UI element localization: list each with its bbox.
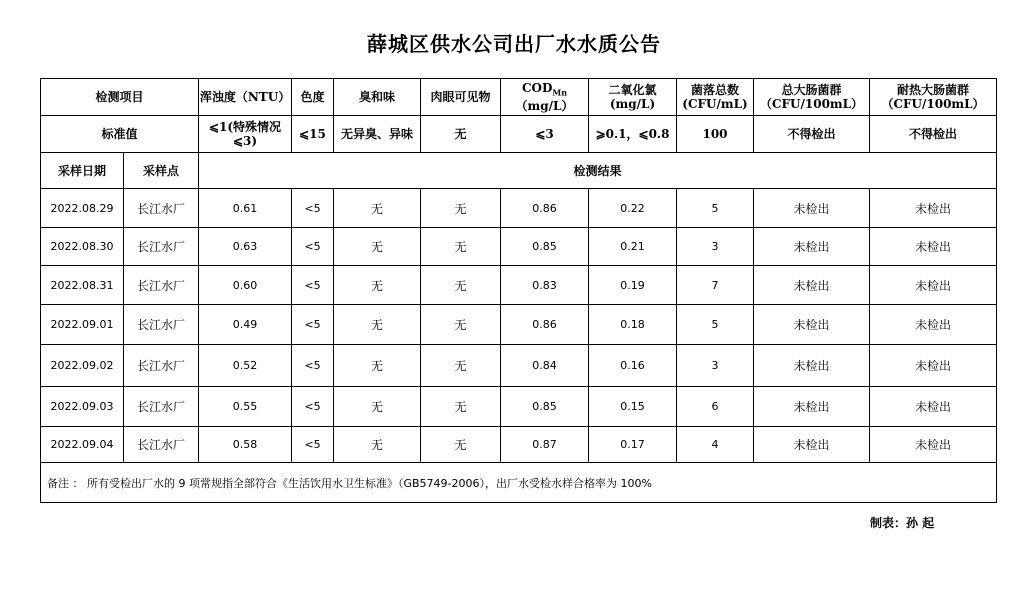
row-cod: 0.84 [501,345,589,387]
header-coliform-unit: （CFU/100mL） [759,97,864,111]
header-cod [501,79,589,116]
row-turbidity: 0.63 [199,228,292,266]
header-row [41,79,997,116]
row-date: 2022.09.02 [41,345,124,387]
table-row [41,266,997,305]
row-site: 长江水厂 [124,266,199,305]
row-turbidity: 0.55 [199,387,292,427]
row-coliform: 未检出 [754,189,870,228]
note-text: 备注 ： 所有受检出厂水的 9 项常规指全部符合《生活饮用水卫生标准》（GB5749-2006），出厂水受检水样合格率为 100% [41,463,997,503]
row-chlorine: 0.21 [589,228,677,266]
row-date: 2022.08.29 [41,189,124,228]
row-colony: 4 [677,427,754,463]
row-chlorine: 0.22 [589,189,677,228]
standard-color: ⩽15 [292,116,334,153]
row-date: 2022.09.01 [41,305,124,345]
subheader-results: 检测结果 [199,153,997,189]
row-color: <5 [292,266,334,305]
water-quality-table [40,78,997,503]
row-thermo: 未检出 [870,387,997,427]
row-color: <5 [292,427,334,463]
row-colony: 5 [677,189,754,228]
standard-coliform: 不得检出 [754,116,870,153]
row-color: <5 [292,189,334,228]
row-colony: 6 [677,387,754,427]
row-turbidity: 0.52 [199,345,292,387]
subheader-row [41,153,997,189]
row-cod: 0.85 [501,387,589,427]
row-odor: 无 [334,387,421,427]
row-coliform: 未检出 [754,387,870,427]
header-colony-label: 菌落总数 [691,83,740,97]
header-chlorine: 二氧化氯(mg/L) [589,79,677,116]
row-site: 长江水厂 [124,305,199,345]
row-site: 长江水厂 [124,387,199,427]
row-chlorine: 0.18 [589,305,677,345]
header-colony [677,79,754,116]
row-visible: 无 [421,387,501,427]
row-chlorine: 0.17 [589,427,677,463]
header-coliform-label: 总大肠菌群 [781,83,842,97]
row-site: 长江水厂 [124,228,199,266]
header-thermo [870,79,997,116]
row-odor: 无 [334,228,421,266]
row-colony: 7 [677,266,754,305]
row-turbidity: 0.58 [199,427,292,463]
row-site: 长江水厂 [124,427,199,463]
row-date: 2022.09.04 [41,427,124,463]
standard-visible: 无 [421,116,501,153]
row-thermo: 未检出 [870,305,997,345]
header-coliform [754,79,870,116]
header-visible: 肉眼可见物 [421,79,501,116]
row-thermo: 未检出 [870,345,997,387]
row-color: <5 [292,345,334,387]
row-coliform: 未检出 [754,228,870,266]
results-body [41,189,997,463]
header-thermo-unit: （CFU/100mL） [881,97,985,111]
header-thermo-label: 耐热大肠菌群 [897,83,970,97]
row-thermo: 未检出 [870,189,997,228]
row-odor: 无 [334,189,421,228]
standard-row [41,116,997,153]
standard-chlorine: ⩾0.1，⩽0.8 [589,116,677,153]
row-thermo: 未检出 [870,427,997,463]
header-odor: 臭和味 [334,79,421,116]
row-odor: 无 [334,305,421,345]
subheader-site: 采样点 [124,153,199,189]
table-row [41,228,997,266]
standard-colony: 100 [677,116,754,153]
row-coliform: 未检出 [754,305,870,345]
row-colony: 5 [677,305,754,345]
row-date: 2022.08.30 [41,228,124,266]
row-visible: 无 [421,305,501,345]
header-item: 检测项目 [41,79,199,116]
header-colony-unit: (CFU/mL) [682,97,748,111]
row-site: 长江水厂 [124,189,199,228]
row-cod: 0.85 [501,228,589,266]
row-thermo: 未检出 [870,228,997,266]
row-visible: 无 [421,228,501,266]
table-row [41,345,997,387]
row-visible: 无 [421,189,501,228]
row-visible: 无 [421,427,501,463]
row-colony: 3 [677,345,754,387]
row-turbidity: 0.49 [199,305,292,345]
row-color: <5 [292,305,334,345]
header-color: 色度 [292,79,334,116]
row-visible: 无 [421,266,501,305]
row-color: <5 [292,228,334,266]
row-color: <5 [292,387,334,427]
row-chlorine: 0.16 [589,345,677,387]
row-odor: 无 [334,266,421,305]
header-cod-sub: Mn [552,87,568,98]
standard-odor: 无异臭、异味 [334,116,421,153]
row-cod: 0.83 [501,266,589,305]
row-chlorine: 0.15 [589,387,677,427]
row-colony: 3 [677,228,754,266]
row-turbidity: 0.61 [199,189,292,228]
standard-label: 标准值 [41,116,199,153]
row-odor: 无 [334,345,421,387]
row-site: 长江水厂 [124,345,199,387]
standard-turbidity: ⩽1(特殊情况⩽3) [199,116,292,153]
header-cod-unit: （mg/L） [515,99,574,114]
row-visible: 无 [421,345,501,387]
standard-cod: ⩽3 [501,116,589,153]
row-coliform: 未检出 [754,427,870,463]
note-row [41,463,997,503]
document-title: 薛城区供水公司出厂水水质公告 [367,32,661,56]
row-coliform: 未检出 [754,266,870,305]
table-row [41,305,997,345]
table-row [41,189,997,228]
row-cod: 0.86 [501,305,589,345]
row-odor: 无 [334,427,421,463]
table-row [41,427,997,463]
table-maker: 制表：孙 起 [870,516,935,530]
header-turbidity: 浑浊度（NTU） [199,79,292,116]
row-coliform: 未检出 [754,345,870,387]
row-thermo: 未检出 [870,266,997,305]
row-date: 2022.09.03 [41,387,124,427]
row-date: 2022.08.31 [41,266,124,305]
row-turbidity: 0.60 [199,266,292,305]
header-cod-main: COD [521,80,553,95]
subheader-date: 采样日期 [41,153,124,189]
row-chlorine: 0.19 [589,266,677,305]
row-cod: 0.86 [501,189,589,228]
standard-thermo: 不得检出 [870,116,997,153]
row-cod: 0.87 [501,427,589,463]
table-row [41,387,997,427]
